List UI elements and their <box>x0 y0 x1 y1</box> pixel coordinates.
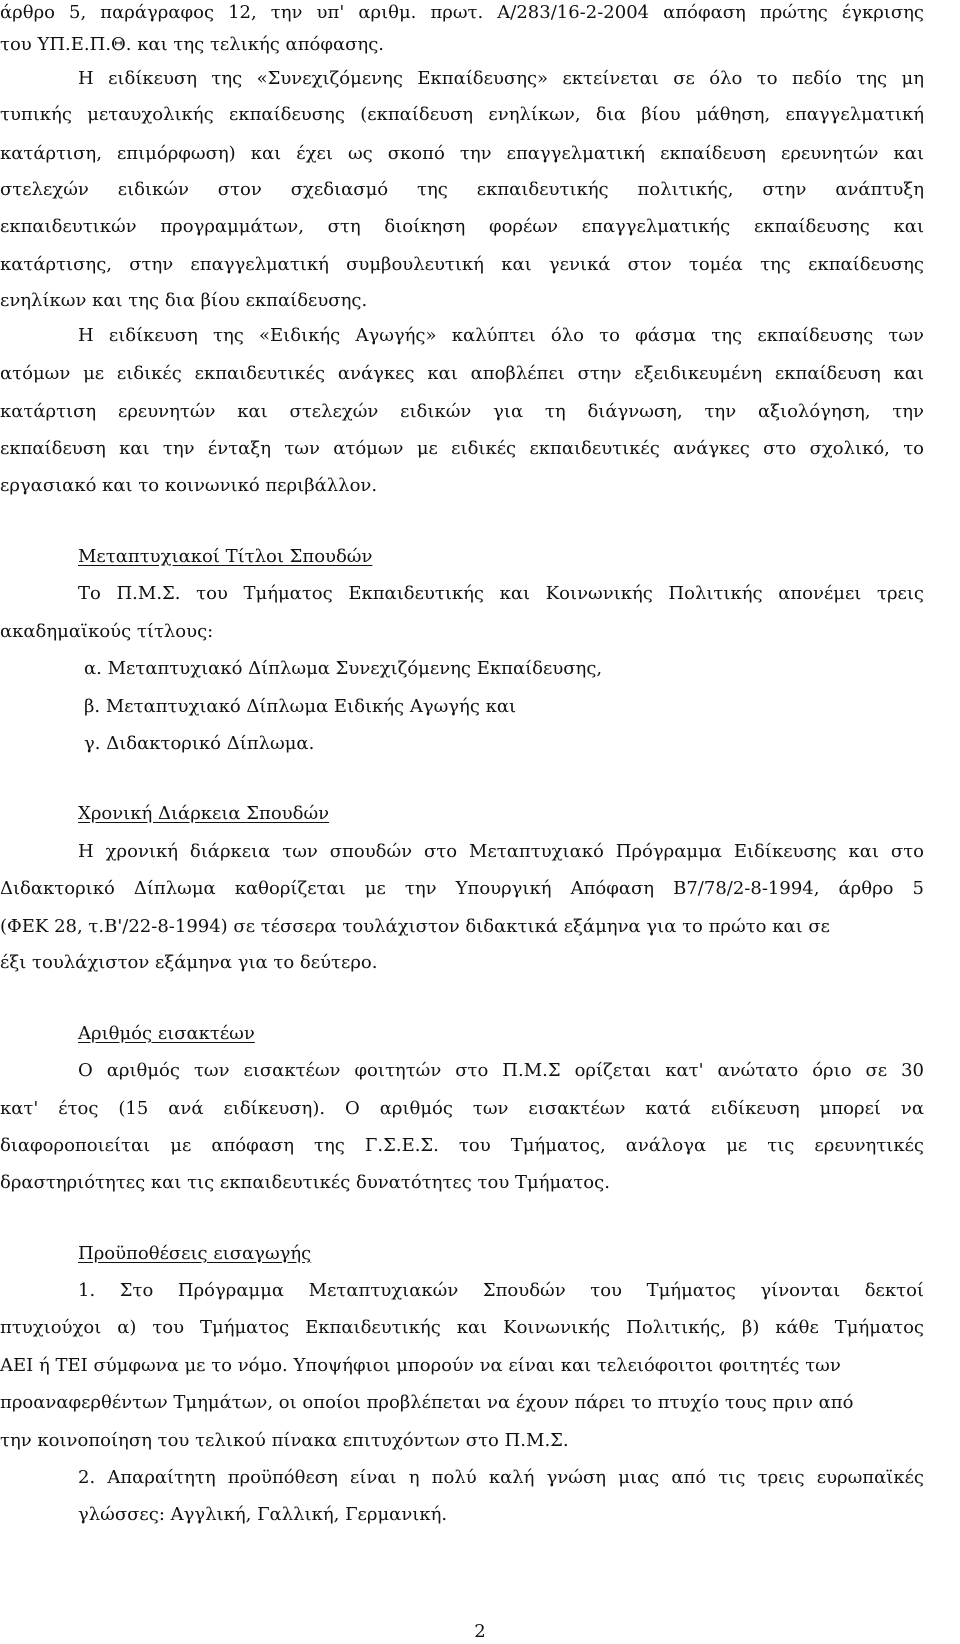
paragraph-line: ΑΕΙ ή ΤΕΙ σύμφωνα με το νόμο. Υποψήφιοι μπορούν να είναι και τελειόφοιτοι φοιτητές των <box>0 1355 841 1376</box>
paragraph-line: προαναφερθέντων Τμημάτων, οι οποίοι προβλέπεται να έχουν πάρει το πτυχίο τους πριν από <box>0 1392 854 1413</box>
paragraph-line: ατόμων με ειδικές εκπαιδευτικές ανάγκες και αποβλέπει στην εξειδικευμένη εκπαίδευση και <box>0 363 924 384</box>
paragraph-line: 2. Απαραίτητη προϋπόθεση είναι η πολύ καλή γνώση μιας από τις τρεις ευρωπαϊκές <box>78 1467 924 1488</box>
paragraph-line: δραστηριότητες και τις εκπαιδευτικές δυνατότητες του Τμήματος. <box>0 1172 610 1193</box>
paragraph-line: κατάρτισης, στην επαγγελματική συμβουλευτική και γενικά στον τομέα της εκπαίδευσης <box>0 254 924 275</box>
paragraph-line: Η ειδίκευση της «Συνεχιζόμενης Εκπαίδευσης» εκτείνεται σε όλο το πεδίο της μη <box>78 68 924 89</box>
paragraph-line: Η ειδίκευση της «Ειδικής Αγωγής» καλύπτει όλο το φάσμα της εκπαίδευσης των <box>78 325 924 346</box>
paragraph-line: εκπαιδευτικών προγραμμάτων, στη διοίκηση φορέων επαγγελματικής εκπαίδευσης και <box>0 216 924 237</box>
section-heading: Προϋποθέσεις εισαγωγής <box>78 1243 312 1264</box>
section-heading: Αριθμός εισακτέων <box>78 1023 255 1044</box>
paragraph-line: στελεχών ειδικών στον σχεδιασμό της εκπαιδευτικής πολιτικής, στην ανάπτυξη <box>0 179 924 200</box>
paragraph-line: πτυχιούχοι α) του Τμήματος Εκπαιδευτικής και Κοινωνικής Πολιτικής, β) κάθε Τμήματος <box>0 1317 924 1338</box>
section-heading: Χρονική Διάρκεια Σπουδών <box>78 803 330 824</box>
paragraph-line: του ΥΠ.Ε.Π.Θ. και της τελικής απόφασης. <box>0 34 385 55</box>
paragraph-line: Ο αριθμός των εισακτέων φοιτητών στο Π.Μ.Σ ορίζεται κατ' ανώτατο όριο σε 30 <box>78 1060 924 1081</box>
list-item: β. Μεταπτυχιακό Δίπλωμα Ειδικής Αγωγής και <box>84 696 517 717</box>
list-item: γ. Διδακτορικό Δίπλωμα. <box>84 733 315 754</box>
paragraph-line: ενηλίκων και της δια βίου εκπαίδευσης. <box>0 290 368 311</box>
paragraph-line: Διδακτορικό Δίπλωμα καθορίζεται με την Υπουργική Απόφαση Β7/78/2-8-1994, άρθρο 5 <box>0 878 924 899</box>
paragraph-line: άρθρο 5, παράγραφος 12, την υπ' αριθμ. πρωτ. Α/283/16-2-2004 απόφαση πρώτης έγκρισης <box>0 2 924 23</box>
paragraph-line: τυπικής μεταυχολικής εκπαίδευσης (εκπαίδευση ενηλίκων, δια βίου μάθηση, επαγγελματική <box>0 104 924 125</box>
paragraph-line: (ΦΕΚ 28, τ.Β'/22-8-1994) σε τέσσερα τουλάχιστον διδακτικά εξάμηνα για το πρώτο και σε <box>0 916 831 937</box>
page-number: 2 <box>474 1621 486 1642</box>
paragraph-line: Το Π.Μ.Σ. του Τμήματος Εκπαιδευτικής και Κοινωνικής Πολιτικής απονέμει τρεις <box>78 583 924 604</box>
paragraph-line: έξι τουλάχιστον εξάμηνα για το δεύτερο. <box>0 952 378 973</box>
paragraph-line: κατάρτιση, επιμόρφωση) και έχει ως σκοπό την επαγγελματική εκπαίδευση ερευνητών και <box>0 143 924 164</box>
paragraph-line: την κοινοποίηση του τελικού πίνακα επιτυχόντων στο Π.Μ.Σ. <box>0 1430 569 1451</box>
paragraph-line: κατάρτιση ερευνητών και στελεχών ειδικών για τη διάγνωση, την αξιολόγηση, την <box>0 401 924 422</box>
paragraph-line: 1. Στο Πρόγραμμα Μεταπτυχιακών Σπουδών του Τμήματος γίνονται δεκτοί <box>78 1280 924 1301</box>
paragraph-line: γλώσσες: Αγγλική, Γαλλική, Γερμανική. <box>78 1504 448 1525</box>
paragraph-line: εργασιακό και το κοινωνικό περιβάλλον. <box>0 475 378 496</box>
paragraph-line: Η χρονική διάρκεια των σπουδών στο Μεταπτυχιακό Πρόγραμμα Ειδίκευσης και στο <box>78 841 924 862</box>
paragraph-line: εκπαίδευση και την ένταξη των ατόμων με ειδικές εκπαιδευτικές ανάγκες στο σχολικό, το <box>0 438 924 459</box>
list-item: α. Μεταπτυχιακό Δίπλωμα Συνεχιζόμενης Εκπαίδευσης, <box>84 658 603 679</box>
paragraph-line: κατ' έτος (15 ανά ειδίκευση). Ο αριθμός των εισακτέων κατά ειδίκευση μπορεί να <box>0 1098 924 1119</box>
paragraph-line: διαφοροποιείται με απόφαση της Γ.Σ.Ε.Σ. του Τμήματος, ανάλογα με τις ερευνητικές <box>0 1135 924 1156</box>
section-heading: Μεταπτυχιακοί Τίτλοι Σπουδών <box>78 546 373 567</box>
paragraph-line: ακαδημαϊκούς τίτλους: <box>0 621 214 642</box>
